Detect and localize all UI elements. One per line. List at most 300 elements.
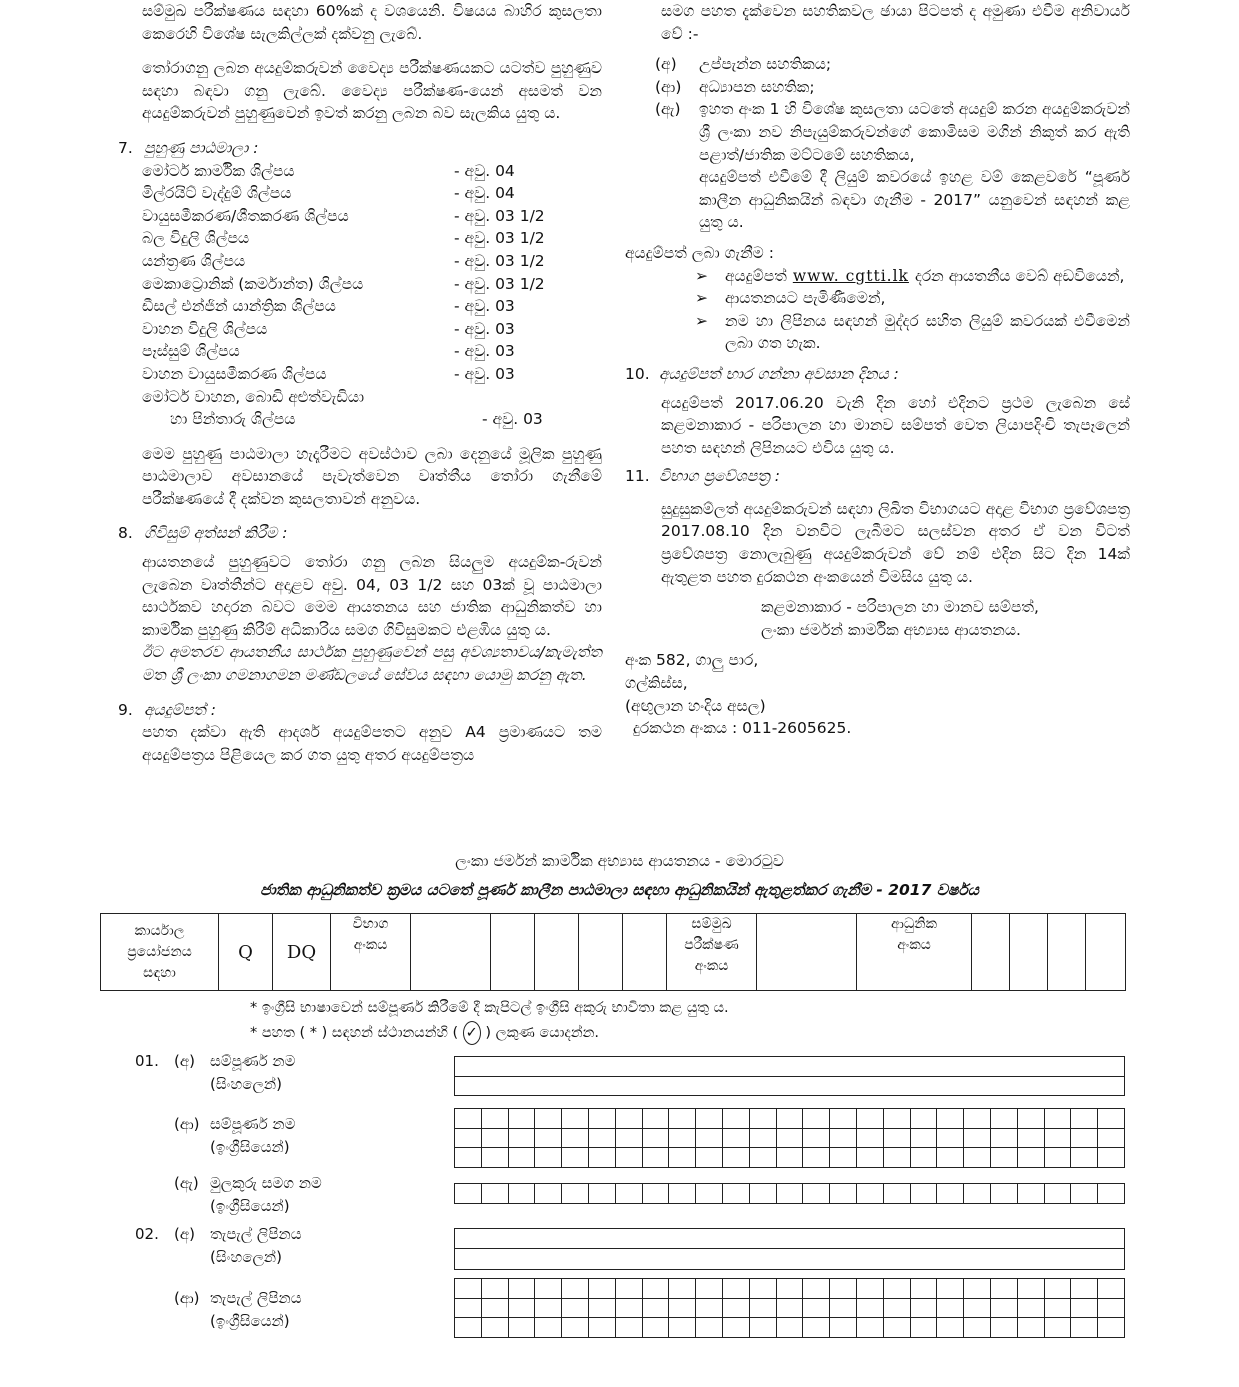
character-box[interactable] [1017, 1109, 1044, 1129]
q-cell[interactable]: Q [219, 914, 273, 991]
course-duration: - අවු. 03 1/2 [454, 251, 545, 270]
character-box[interactable] [749, 1128, 776, 1148]
bullet-text: නම හා ලිපිනය සඳහන් මුද්දර සහිත ලියුම් කවරයක් එවීමෙන් ලබා ගත හැක. [725, 311, 1130, 353]
section-10-heading [625, 363, 1130, 386]
section-number: 8. [118, 524, 133, 543]
character-box[interactable] [508, 1184, 535, 1204]
character-box[interactable] [749, 1184, 776, 1204]
exam-number-box[interactable] [535, 914, 579, 991]
deadline-text: අයදුම්පත් 2017.06.20 වැනි දින හෝ එදිනට ප්‍රථම ලැබෙන සේ කළමනාකාර - පරිපාලන හා මානව සම්පත් වෙත ලියාපදිංචි තැපෑලෙන් පහත සඳහන් ලිපිනයට එවිය යුතු ය. [661, 393, 1130, 457]
course-name: පෑස්සුම් ශිල්පය [142, 342, 240, 361]
character-box[interactable] [856, 1184, 883, 1204]
exam-number-box[interactable] [491, 914, 535, 991]
character-box[interactable] [562, 1109, 589, 1129]
character-box[interactable] [1071, 1279, 1098, 1299]
application-format-text: පහත දක්වා ඇති ආදර්ශ අයදුම්පතට අනුව A4 ප්‍රමාණයට තම අයදුම්පත්‍රය පිළියෙල කර ගත යුතු අතර අයදුම්පත්‍රය [142, 723, 602, 764]
character-box[interactable] [830, 1109, 857, 1129]
attachment-item [655, 76, 1130, 99]
character-box[interactable] [722, 1298, 749, 1318]
character-box[interactable] [669, 1298, 696, 1318]
office-use-table [100, 913, 1126, 991]
question-number: 01. [135, 1052, 159, 1070]
bullet-text: අයදුම්පත් [725, 266, 787, 285]
character-box[interactable] [481, 1148, 508, 1168]
character-box[interactable] [749, 1279, 776, 1299]
character-box[interactable] [990, 1128, 1017, 1148]
character-box[interactable] [776, 1109, 803, 1129]
postal-address-english-grid[interactable] [454, 1278, 1125, 1338]
character-box[interactable] [856, 1109, 883, 1129]
character-box[interactable] [455, 1318, 482, 1338]
character-box[interactable] [1071, 1128, 1098, 1148]
character-box[interactable] [642, 1279, 669, 1299]
course-row [142, 295, 602, 318]
character-box[interactable] [964, 1109, 991, 1129]
character-box[interactable] [642, 1184, 669, 1204]
character-box[interactable] [1098, 1318, 1125, 1338]
character-box[interactable] [990, 1318, 1017, 1338]
character-box[interactable] [830, 1184, 857, 1204]
character-box[interactable] [1044, 1279, 1071, 1299]
check-mark-icon: ✓ [463, 1021, 481, 1045]
course-name: මෝටර් කාර්මික ශිල්පය [142, 161, 295, 180]
address-line-2: ගල්කිස්ස, [625, 674, 688, 693]
right-column [625, 0, 1130, 740]
character-box[interactable] [481, 1184, 508, 1204]
course-name: බල විදුලි ශිල්පය [142, 229, 250, 248]
section-number: 7. [118, 138, 133, 157]
character-box[interactable] [830, 1128, 857, 1148]
character-box[interactable] [1071, 1109, 1098, 1129]
character-box[interactable] [749, 1109, 776, 1129]
admission-text: සුදුසුකම්ලත් අයදුම්කරුවන් සඳහා ලිඛිත විභාගයට අදාළ විභාග ප්‍රවේශපත්‍ර 2017.08.10 දින වනවිට ලැබීමට සලස්වන අතර ඒ වන විටත් ප්‍රවේශපත්‍ර නොලැබුණු අයදුම්කරුවන් වේ නම් එදින සිට දින 14ක් ඇතුළත පහත දුරකථන අංකයෙන් විමසිය යුතු ය. [661, 499, 1130, 586]
character-box[interactable] [615, 1128, 642, 1148]
character-box[interactable] [990, 1109, 1017, 1129]
character-box[interactable] [803, 1298, 830, 1318]
attachment-item [655, 98, 1130, 166]
character-box[interactable] [696, 1279, 723, 1299]
course-name: හා පින්තාරු ශිල්පය [170, 410, 296, 429]
apprentice-number-box[interactable] [1048, 914, 1086, 991]
character-box[interactable] [642, 1128, 669, 1148]
character-box[interactable] [803, 1128, 830, 1148]
character-box[interactable] [588, 1148, 615, 1168]
character-box[interactable] [535, 1298, 562, 1318]
character-box[interactable] [642, 1298, 669, 1318]
character-box[interactable] [588, 1184, 615, 1204]
character-box[interactable] [830, 1148, 857, 1168]
character-box[interactable] [937, 1298, 964, 1318]
tick-note: * පහත ( * ) සඳහන් ස්ථානයන්හි ( ✓ ) ලකුණ යොදන්න. [250, 1021, 599, 1045]
postal-address-sinhala-label: තැපැල් ලිපිනය (සිංහලෙන්) [210, 1225, 302, 1266]
character-box[interactable] [615, 1148, 642, 1168]
character-box[interactable] [508, 1128, 535, 1148]
character-box[interactable] [722, 1128, 749, 1148]
character-box[interactable] [722, 1318, 749, 1338]
character-box[interactable] [990, 1298, 1017, 1318]
section-11-heading [625, 465, 1130, 488]
character-box[interactable] [990, 1279, 1017, 1299]
character-box[interactable] [588, 1279, 615, 1299]
character-box[interactable] [615, 1298, 642, 1318]
exam-number-box[interactable] [579, 914, 623, 991]
character-box[interactable] [883, 1109, 910, 1129]
character-box[interactable] [508, 1109, 535, 1129]
character-box[interactable] [776, 1298, 803, 1318]
course-duration: - අවු. 04 [454, 184, 515, 203]
character-box[interactable] [588, 1128, 615, 1148]
character-box[interactable] [562, 1148, 589, 1168]
character-box[interactable] [669, 1279, 696, 1299]
character-box[interactable] [910, 1148, 937, 1168]
section-title: ගිවිසුම් අත්සන් කිරීම : [144, 524, 288, 543]
obtain-title: අයදුම්පත් ලබා ගැනීම : [625, 243, 774, 262]
character-box[interactable] [910, 1109, 937, 1129]
character-box[interactable] [696, 1128, 723, 1148]
character-box[interactable] [1071, 1318, 1098, 1338]
signature-line-2: ලංකා ජර්මන් කාර්මික අභ්‍යාස ආයතනය. [761, 620, 1021, 639]
character-box[interactable] [481, 1109, 508, 1129]
character-box[interactable] [481, 1279, 508, 1299]
course-duration: - අවු. 03 [454, 319, 515, 338]
character-box[interactable] [803, 1318, 830, 1338]
obtain-bullet [695, 265, 1130, 288]
character-box[interactable] [615, 1279, 642, 1299]
character-box[interactable] [910, 1184, 937, 1204]
course-duration: - අවු. 03 1/2 [454, 206, 545, 225]
character-box[interactable] [669, 1184, 696, 1204]
character-box[interactable] [588, 1109, 615, 1129]
character-box[interactable] [776, 1318, 803, 1338]
item-label: (ආ) [655, 77, 682, 96]
character-box[interactable] [964, 1298, 991, 1318]
character-box[interactable] [615, 1318, 642, 1338]
exam-number-label: විභාග අංකය [331, 914, 411, 991]
character-box[interactable] [856, 1148, 883, 1168]
character-box[interactable] [1044, 1318, 1071, 1338]
character-box[interactable] [535, 1109, 562, 1129]
character-box[interactable] [883, 1128, 910, 1148]
course-list [118, 160, 602, 431]
course-name: යන්ත්‍රණ ශිල්පය [142, 251, 246, 270]
course-row [142, 273, 602, 296]
character-box[interactable] [749, 1318, 776, 1338]
character-box[interactable] [562, 1128, 589, 1148]
character-box[interactable] [722, 1148, 749, 1168]
course-name: ඩීසල් එන්ජින් යාන්ත්‍රික ශිල්පය [142, 297, 336, 316]
character-box[interactable] [455, 1109, 482, 1129]
form-institute-heading: ලංකා ජර්මන් කාර්මික අභ්‍යාස ආයතනය - මොරටුව [455, 852, 784, 870]
obtain-bullet [695, 310, 1130, 355]
bullet-text: දරන ආයතනීය වෙබ් අඩවියෙන්, [914, 266, 1125, 285]
character-box[interactable] [883, 1298, 910, 1318]
course-row [142, 408, 602, 431]
character-box[interactable] [964, 1279, 991, 1299]
course-name: වාහන විදුලි ශිල්පය [142, 319, 268, 338]
course-selection-text: මෙම පුහුණු පාඨමාලා හැදෑරීමට අවස්ථාව ලබා දෙනුයේ මූලික පුහුණු පාඨමාලාව අවසානයේ පැවැත්වෙන වෘත්තීය තෝරා ගැනීමේ පරීක්ෂණයේ දී දක්වන කුසලතාවන් අනුවය. [142, 444, 602, 508]
field-sub-label: (ඇ) [174, 1174, 199, 1192]
character-box[interactable] [696, 1148, 723, 1168]
initials-name-english-label: මුලකුරු සමග නම (ඉංග්‍රීසියෙන්) [210, 1174, 322, 1215]
postal-address-sinhala-field[interactable] [454, 1228, 1125, 1270]
character-box[interactable] [1017, 1279, 1044, 1299]
character-box[interactable] [1098, 1128, 1125, 1148]
character-box[interactable] [964, 1318, 991, 1338]
character-box[interactable] [856, 1318, 883, 1338]
character-box[interactable] [1098, 1184, 1125, 1204]
character-box[interactable] [508, 1148, 535, 1168]
character-box[interactable] [535, 1128, 562, 1148]
character-box[interactable] [937, 1318, 964, 1338]
obtain-bullet [695, 287, 1130, 310]
character-box[interactable] [562, 1279, 589, 1299]
character-box[interactable] [615, 1184, 642, 1204]
course-row [142, 227, 602, 250]
full-name-english-grid[interactable] [454, 1108, 1125, 1168]
character-box[interactable] [722, 1279, 749, 1299]
character-box[interactable] [883, 1279, 910, 1299]
character-box[interactable] [964, 1148, 991, 1168]
character-box[interactable] [1098, 1279, 1125, 1299]
section-number: 11. [625, 467, 650, 486]
selection-criteria-text: සම්මුඛ පරීක්ෂණය සඳහා 60%ක් ද වශයෙනි. විෂයය බාහිර කුසලතා කෙරෙහි විශේෂ සැලකිල්ලක් දක්වනු ලැබේ. [142, 2, 602, 43]
course-name: වායුසමීකරණ/ශීතකරණ ශිල්පය [142, 206, 349, 225]
character-box[interactable] [1098, 1298, 1125, 1318]
office-use-label: කාර්යාල ප්‍රයෝජනය සඳහා [101, 914, 219, 991]
character-box[interactable] [588, 1318, 615, 1338]
character-box[interactable] [562, 1184, 589, 1204]
field-sub-label: (ආ) [174, 1289, 200, 1307]
field-sub-label: (අ) [174, 1225, 195, 1243]
attachment-item [655, 53, 1130, 76]
field-sub-label: (ආ) [174, 1115, 200, 1133]
character-box[interactable] [455, 1279, 482, 1299]
character-box[interactable] [1044, 1128, 1071, 1148]
character-box[interactable] [856, 1128, 883, 1148]
full-name-sinhala-label: සම්පූර්ණ නම (සිංහලෙන්) [210, 1052, 296, 1093]
character-box[interactable] [642, 1109, 669, 1129]
course-duration: - අවු. 03 1/2 [454, 274, 545, 293]
medical-exam-text: තෝරාගනු ලබන අයදුම්කරුවන් වෛද්‍ය පරීක්ෂණයකට යටත්ව පුහුණුව සඳහා බඳවා ගනු ලැබේ. වෛද්‍ය පරීක්ෂණ-යෙන් අසමත් වන අයදුම්කරුවන් පුහුණුවෙන් ඉවත් කරනු ලබන බව සැලකිය යුතු ය. [142, 59, 602, 123]
character-box[interactable] [669, 1128, 696, 1148]
course-duration: - අවු. 03 [482, 410, 543, 429]
course-row [142, 160, 602, 183]
character-box[interactable] [776, 1128, 803, 1148]
initials-name-english-grid[interactable] [454, 1183, 1125, 1204]
character-box[interactable] [830, 1298, 857, 1318]
character-box[interactable] [990, 1148, 1017, 1168]
apprentice-number-box[interactable] [1086, 914, 1126, 991]
course-row [142, 386, 602, 409]
section-title: විභාග ප්‍රවේශපත්‍ර : [659, 467, 780, 486]
exam-number-box[interactable] [623, 914, 667, 991]
character-box[interactable] [964, 1128, 991, 1148]
character-box[interactable] [1017, 1298, 1044, 1318]
character-box[interactable] [964, 1184, 991, 1204]
course-row [142, 182, 602, 205]
interview-number-label: සම්මුඛ පරීක්ෂණ අංකය [667, 914, 757, 991]
character-box[interactable] [883, 1184, 910, 1204]
item-label: (අ) [655, 55, 677, 74]
character-box[interactable] [669, 1318, 696, 1338]
character-box[interactable] [722, 1184, 749, 1204]
course-duration: - අවු. 03 [454, 342, 515, 361]
course-row [142, 340, 602, 363]
character-box[interactable] [1044, 1298, 1071, 1318]
phone-line: දුරකථන අංකය : 011-2605625. [633, 719, 852, 738]
character-box[interactable] [910, 1128, 937, 1148]
character-box[interactable] [535, 1184, 562, 1204]
course-duration: - අවු. 04 [454, 161, 515, 180]
character-box[interactable] [481, 1298, 508, 1318]
course-name: මෝටර් වාහන, බොඩි අළුත්වැඩියා [142, 387, 365, 406]
course-duration: - අවු. 03 1/2 [454, 229, 545, 248]
character-box[interactable] [1017, 1184, 1044, 1204]
course-name: මෙකාට්‍රොනික් (කර්මාන්ත) ශිල්පය [142, 274, 364, 293]
character-box[interactable] [535, 1279, 562, 1299]
section-9-heading [118, 699, 602, 722]
character-box[interactable] [722, 1109, 749, 1129]
item-label: (ඇ) [655, 100, 681, 119]
character-box[interactable] [1044, 1148, 1071, 1168]
character-box[interactable] [1017, 1318, 1044, 1338]
character-box[interactable] [937, 1109, 964, 1129]
arrow-icon: ➢ [695, 311, 708, 330]
character-box[interactable] [1098, 1148, 1125, 1168]
character-box[interactable] [937, 1128, 964, 1148]
section-8-heading [118, 522, 602, 545]
character-box[interactable] [856, 1298, 883, 1318]
character-box[interactable] [1071, 1148, 1098, 1168]
character-box[interactable] [937, 1184, 964, 1204]
bullet-text: ආයතනයට පැමිණීමෙන්, [725, 289, 886, 308]
left-column [118, 0, 602, 766]
address-line-3: (අඟුලාන හංදිය අසල) [625, 696, 766, 715]
character-box[interactable] [1044, 1184, 1071, 1204]
field-sub-label: (අ) [174, 1052, 195, 1070]
character-box[interactable] [749, 1298, 776, 1318]
character-box[interactable] [883, 1148, 910, 1168]
arrow-icon: ➢ [695, 289, 708, 308]
character-box[interactable] [910, 1279, 937, 1299]
arrow-icon: ➢ [695, 266, 708, 285]
character-box[interactable] [696, 1298, 723, 1318]
section-number: 10. [625, 364, 650, 383]
course-name: වාහන වායුසමීකරණ ශිල්පය [142, 364, 327, 383]
course-row [142, 363, 602, 386]
character-box[interactable] [642, 1318, 669, 1338]
character-box[interactable] [508, 1279, 535, 1299]
full-name-sinhala-field[interactable] [454, 1056, 1125, 1096]
capital-letters-note: * ඉංග්‍රීසි භාෂාවෙන් සම්පූර්ණ කිරීමේ දී කැපිටල් ඉංග්‍රීසි අකුරු භාවිතා කළ යුතු ය. [250, 1000, 729, 1016]
character-box[interactable] [696, 1109, 723, 1129]
character-box[interactable] [455, 1128, 482, 1148]
character-box[interactable] [696, 1184, 723, 1204]
character-box[interactable] [776, 1148, 803, 1168]
character-box[interactable] [455, 1298, 482, 1318]
dq-cell[interactable]: DQ [273, 914, 331, 991]
character-box[interactable] [508, 1318, 535, 1338]
character-box[interactable] [481, 1318, 508, 1338]
character-box[interactable] [910, 1298, 937, 1318]
agreement-text: ආයතනයේ පුහුණුවට තෝරා ගනු ලබන සියලුම අයදුම්ක-රුවන් ලැබෙන වෘත්තීන්ට අදාළව අවු. 04, 03 1/2 සහ 03ක් වූ පාඨමාලා සාර්ථකව හදාරන බවට මෙම ආයතනය සහ ජාතික ආධුනිකත්ව හා කාර්මික පුහුණු කිරීම් අධිකාරිය සමග ගිවිසුමකට එළඹිය යුතු ය. [142, 553, 602, 639]
character-box[interactable] [1098, 1109, 1125, 1129]
course-row [142, 318, 602, 341]
character-box[interactable] [803, 1148, 830, 1168]
character-box[interactable] [803, 1279, 830, 1299]
character-box[interactable] [508, 1298, 535, 1318]
interview-number-box[interactable] [757, 914, 857, 991]
character-box[interactable] [990, 1184, 1017, 1204]
character-box[interactable] [696, 1318, 723, 1338]
apprentice-number-label: ආධුනික අංකය [857, 914, 972, 991]
envelope-note: අයදුම්පත් එවීමේ දී ලියුම් කවරයේ ඉහළ වම් කෙළවරේ “පූර්ණ කාලීන ආධුනිකයින් බඳවා ගැනීම - 2017” යනුවෙන් සඳහන් කළ යුතු ය. [699, 168, 1130, 232]
character-box[interactable] [803, 1184, 830, 1204]
character-box[interactable] [910, 1318, 937, 1338]
character-box[interactable] [535, 1148, 562, 1168]
character-box[interactable] [937, 1279, 964, 1299]
section-number: 9. [118, 700, 133, 719]
signature-line-1: කළමනාකාර - පරිපාලන හා මානව සම්පත්, [761, 598, 1039, 617]
character-box[interactable] [1044, 1109, 1071, 1129]
character-box[interactable] [883, 1318, 910, 1338]
course-name: මිල්රයිට් වැද්දුම් ශිල්පය [142, 184, 292, 203]
character-box[interactable] [1017, 1148, 1044, 1168]
course-duration: - අවු. 03 [454, 297, 515, 316]
character-box[interactable] [1071, 1184, 1098, 1204]
character-box[interactable] [562, 1298, 589, 1318]
character-box[interactable] [830, 1279, 857, 1299]
postal-address-english-label: තැපැල් ලිපිනය (ඉංග්‍රීසියෙන්) [210, 1289, 302, 1330]
apprentice-number-box[interactable] [972, 914, 1010, 991]
character-box[interactable] [535, 1318, 562, 1338]
character-box[interactable] [481, 1128, 508, 1148]
question-number: 02. [135, 1225, 159, 1243]
course-row [142, 205, 602, 228]
character-box[interactable] [937, 1148, 964, 1168]
character-box[interactable] [669, 1109, 696, 1129]
character-box[interactable] [856, 1279, 883, 1299]
character-box[interactable] [455, 1184, 482, 1204]
section-title: අයදුම්පත් : [144, 700, 216, 719]
character-box[interactable] [1071, 1298, 1098, 1318]
apprentice-number-box[interactable] [1010, 914, 1048, 991]
section-7-heading [118, 137, 602, 160]
character-box[interactable] [776, 1184, 803, 1204]
section-title: අයදුම්පත් භාර ගන්නා අවසාන දිනය : [659, 364, 899, 383]
item-text: ඉහත අංක 1 හි විශේෂ කුසලතා යටතේ අයදුම් කරන අයදුම්කරුවන් ශ්‍රී ලංකා නව නිපැයුම්කරුවන්ගේ කොමිසම මගින් නිකුත් කර ඇති පළාත්/ජාතික මට්ටමේ සහතිකය, [699, 100, 1130, 164]
website-link[interactable]: www. cgtti.lk [792, 266, 909, 285]
character-box[interactable] [588, 1298, 615, 1318]
course-row [142, 250, 602, 273]
attachments-text: සමග පහත දැක්වෙන සහතිකවල ඡායා පිටපත් ද අමුණා එවීම අනිවාර්ය වේ :- [661, 2, 1130, 43]
exam-number-box[interactable] [411, 914, 491, 991]
section-title: පුහුණු පාඨමාලා : [144, 138, 259, 157]
character-box[interactable] [776, 1279, 803, 1299]
character-box[interactable] [1017, 1128, 1044, 1148]
character-box[interactable] [562, 1318, 589, 1338]
character-box[interactable] [615, 1109, 642, 1129]
character-box[interactable] [669, 1148, 696, 1168]
item-text: උප්පැන්න සහතිකය; [699, 55, 832, 74]
character-box[interactable] [803, 1109, 830, 1129]
character-box[interactable] [749, 1148, 776, 1168]
placement-text: ඊට අමතරව ආයතනීය සාර්ථක පුහුණුවෙන් පසු අවශ්‍යතාවය/කැමැත්ත මත ශ්‍රී ලංකා ගමනාගමන මණ්ඩලයේ සේවය සඳහා යොමු කරනු ඇත. [142, 643, 602, 685]
character-box[interactable] [830, 1318, 857, 1338]
form-title: ජාතික ආධුනිකත්ව ක්‍රමය යටතේ පූර්ණ කාලීන පාඨමාලා සඳහා ආධුනිකයින් ඇතුළත්කර ගැනීම - 2017 වර්ෂය [260, 881, 979, 899]
character-box[interactable] [642, 1148, 669, 1168]
character-box[interactable] [455, 1148, 482, 1168]
